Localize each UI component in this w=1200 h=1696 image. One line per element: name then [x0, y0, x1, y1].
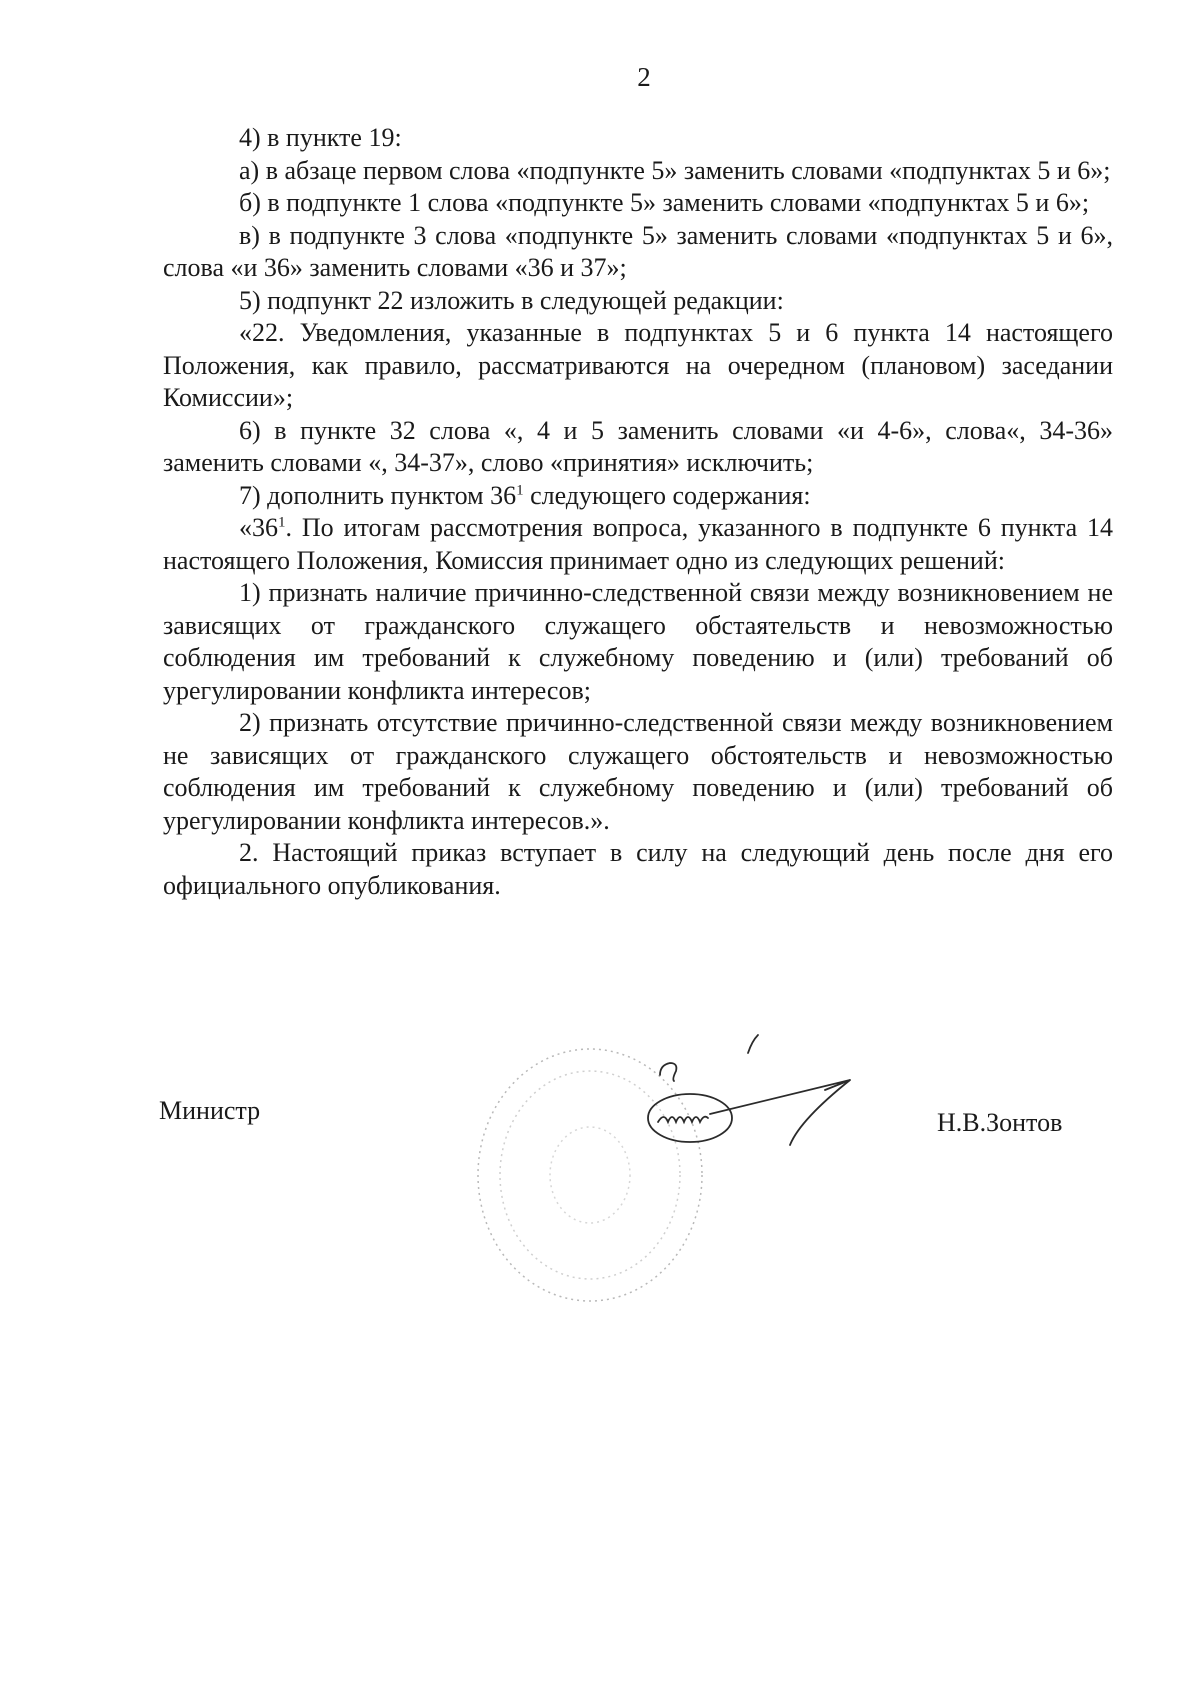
item7-text-after: следующего содержания: [523, 480, 811, 510]
document-body [163, 122, 1113, 902]
item36-text-after: . По итогам рассмотрения вопроса, указанного в подпункте 6 пункта 14 настоящего Положения, Комиссия принимает одно из следующих решений: [163, 513, 1113, 575]
paragraph-item-7 [163, 480, 1113, 513]
signer-title: Министр [159, 1096, 261, 1125]
item36-text-before: «36 [239, 513, 278, 542]
item7-text-before: 7) дополнить пунктом 36 [239, 480, 517, 510]
signer-name: Н.В.Зонтов [937, 1108, 1063, 1137]
paragraph-item-4a: а) в абзаце первом слова «подпункте 5» заменить словами «подпунктах 5 и 6»; [239, 155, 1111, 185]
signature-icon [640, 1030, 880, 1160]
page-number: 2 [637, 62, 651, 92]
paragraph-decision-1: 1) признать наличие причинно-следственной связи между возникновением не зависящих от гражданского служащего обстаятельств и невозможностью соблюдения им требований к служебному поведению и (или) требований об урегулировании конфликта интересов; [163, 578, 1113, 705]
paragraph-item-6: 6) в пункте 32 слова «, 4 и 5 заменить словами «и 4-6», слова«, 34-36» заменить словами «, 34-37», слово «принятия» исключить; [163, 415, 1113, 477]
paragraph-item-5: 5) подпункт 22 изложить в следующей редакции: [239, 285, 784, 315]
paragraph-closing: 2. Настоящий приказ вступает в силу на следующий день после дня его официального опубликования. [163, 838, 1113, 900]
paragraph-decision-2: 2) признать отсутствие причинно-следственной связи между возникновением не зависящих от гражданского служащего обстоятельств и невозможностью соблюдения им требований к служебному поведению и (или) требований об урегулировании конфликта интересов.». [163, 708, 1113, 835]
paragraph-item-22-quote: «22. Уведомления, указанные в подпунктах 5 и 6 пункта 14 настоящего Положения, как правило, рассматриваются на очередном (плановом) заседании Комиссии»; [163, 318, 1113, 412]
paragraph-item-4c: в) в подпункте 3 слова «подпункте 5» заменить словами «подпунктах 5 и 6», слова «и 36» заменить словами «36 и 37»; [163, 220, 1113, 282]
paragraph-item-36-1 [163, 512, 1113, 577]
paragraph-item-4: 4) в пункте 19: [239, 123, 402, 152]
paragraph-item-4b: б) в подпункте 1 слова «подпункте 5» заменить словами «подпунктах 5 и 6»; [239, 188, 1090, 217]
item36-superscript: 1 [278, 514, 286, 531]
item7-superscript: 1 [516, 481, 524, 498]
